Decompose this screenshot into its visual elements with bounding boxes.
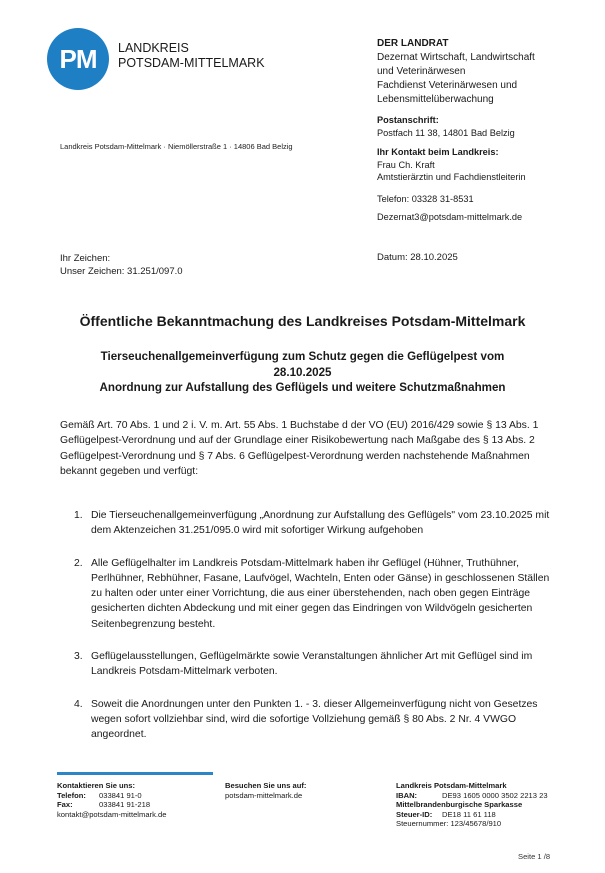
list-item-number: 4. xyxy=(74,698,83,710)
list-item-number: 3. xyxy=(74,651,83,663)
list-item-text: Alle Geflügelhalter im Landkreis Potsdam-Mittelmark haben ihr Geflügel (Hühner, Truthühner, Perlhühner, Rebhühner, Fasane, Laufvögel, Wachteln, Enten oder Gänse) in geschlossenen Ställen zu halten oder unter einer Vorrichtung, die aus einer überstehenden, nach oben gegen Einträge gesicherten dichten Abdeckung und mit einer gegen das Eindringen von Wildvögeln gesicherten Seitenbegrenzung besteht. xyxy=(91,557,550,630)
subtitle-line: Tierseuchenallgemeinverfügung zum Schutz gegen die Geflügelpest vom xyxy=(100,350,505,363)
contact-name: Frau Ch. Kraft xyxy=(377,159,435,170)
logo-wordmark xyxy=(118,41,265,71)
subtitle-line: 28.10.2025 xyxy=(273,365,332,379)
footer-accent-bar xyxy=(57,772,213,775)
subtitle-block xyxy=(60,349,545,396)
postal-label: Postanschrift: xyxy=(377,115,439,125)
footer-taxid: DE18 11 61 118 xyxy=(442,809,496,819)
reference-block xyxy=(60,252,183,278)
contact-block xyxy=(377,146,526,184)
footer-bank-institute: Mittelbrandenburgische Sparkasse xyxy=(396,800,523,810)
postal-value: Postfach 11 38, 14801 Bad Belzig xyxy=(377,127,515,138)
page-number: Seite 1 /8 xyxy=(518,852,551,861)
contact-phone: Telefon: 03328 31-8531 xyxy=(377,194,474,204)
footer-fax-label: Fax: xyxy=(57,800,73,810)
list-item xyxy=(60,649,552,680)
authority-title: DER LANDRAT xyxy=(377,38,449,49)
footer-contact-heading: Kontaktieren Sie uns: xyxy=(57,781,136,790)
document-date: Datum: 28.10.2025 xyxy=(377,252,458,263)
footer-contact xyxy=(57,781,166,819)
footer-visit-heading: Besuchen Sie uns auf: xyxy=(225,781,307,790)
footer-email[interactable]: kontakt@potsdam-mittelmark.de xyxy=(57,809,167,819)
footer-visit xyxy=(225,781,306,800)
footer-phone: 033841 91-0 xyxy=(99,790,142,800)
logo-line2: POTSDAM-MITTELMARK xyxy=(118,56,265,70)
page-title: Öffentliche Bekanntmachung des Landkreises Potsdam-Mittelmark xyxy=(79,313,526,329)
subtitle-line: Anordnung zur Aufstallung des Geflügels und weitere Schutzmaßnahmen xyxy=(99,381,506,394)
list-item-number: 1. xyxy=(74,510,83,521)
footer-fax: 033841 91-218 xyxy=(99,800,151,810)
measures-list xyxy=(60,508,552,760)
footer-taxid-label: Steuer-ID: xyxy=(396,809,433,819)
pm-logo-icon: PM xyxy=(47,28,109,90)
list-item-text: Soweit die Anordnungen unter den Punkten 1. - 3. dieser Allgemeinverfügung nicht von Gesetzes wegen sofort vollziehbar sind, wird die sofortige Vollziehung gemäß § 80 Abs. 2 Nr. 4 VWGO angeordnet. xyxy=(91,698,538,741)
footer-website-link[interactable]: potsdam-mittelmark.de xyxy=(225,790,303,800)
list-item xyxy=(60,508,552,539)
logo-line1: LANDKREIS xyxy=(118,41,189,55)
authority-line: Dezernat Wirtschaft, Landwirtschaft xyxy=(377,52,535,63)
authority-line: Lebensmittelüberwachung xyxy=(377,94,494,105)
list-item-text: Die Tierseuchenallgemeinverfügung „Anordnung zur Aufstallung des Geflügels" vom 23.10.2025 mit dem Aktenzeichen 31.251/095.0 wird mit sofortiger Wirkung aufgehoben xyxy=(91,510,550,537)
footer-iban: DE93 1605 0000 3502 2213 23 xyxy=(442,790,548,800)
your-reference: Ihr Zeichen: xyxy=(60,253,111,264)
footer-taxno: Steuernummer: 123/45678/910 xyxy=(396,819,502,829)
footer-phone-label: Telefon: xyxy=(57,790,86,800)
contact-email[interactable]: Dezernat3@potsdam-mittelmark.de xyxy=(377,212,523,222)
sender-address-line: Landkreis Potsdam-Mittelmark · Niemöllerstraße 1 · 14806 Bad Belzig xyxy=(60,142,293,151)
our-reference: Unser Zeichen: 31.251/097.0 xyxy=(60,266,183,277)
authority-line: und Veterinärwesen xyxy=(377,66,466,77)
postal-block xyxy=(377,114,515,139)
contact-label: Ihr Kontakt beim Landkreis: xyxy=(377,147,499,157)
authority-line: Fachdienst Veterinärwesen und xyxy=(377,80,518,91)
authority-block xyxy=(377,37,535,107)
list-item xyxy=(60,697,552,743)
footer-iban-label: IBAN: xyxy=(396,790,418,800)
intro-paragraph: Gemäß Art. 70 Abs. 1 und 2 i. V. m. Art. 55 Abs. 1 Buchstabe d der VO (EU) 2016/429 sowie § 13 Abs. 1 Geflügelpest-Verordnung und auf der Grundlage einer Risikobewertung nach Maßgabe des § 13 Abs. 2 Geflügelpest-Verordnung und § 7 Abs. 6 Geflügelpest-Verordnung werden nachstehende Maßnahmen bekannt gegeben und verfügt: xyxy=(60,420,539,477)
footer-bank-name: Landkreis Potsdam-Mittelmark xyxy=(396,781,507,790)
list-item-text: Geflügelausstellungen, Geflügelmärkte sowie Veranstaltungen ähnlicher Art mit Geflügel sind im Landkreis Potsdam-Mittelmark verboten. xyxy=(91,651,533,678)
list-item-number: 2. xyxy=(74,557,83,569)
list-item xyxy=(60,556,552,632)
contact-role: Amtstierärztin und Fachdienstleiterin xyxy=(377,172,526,182)
footer-bank xyxy=(396,781,548,829)
